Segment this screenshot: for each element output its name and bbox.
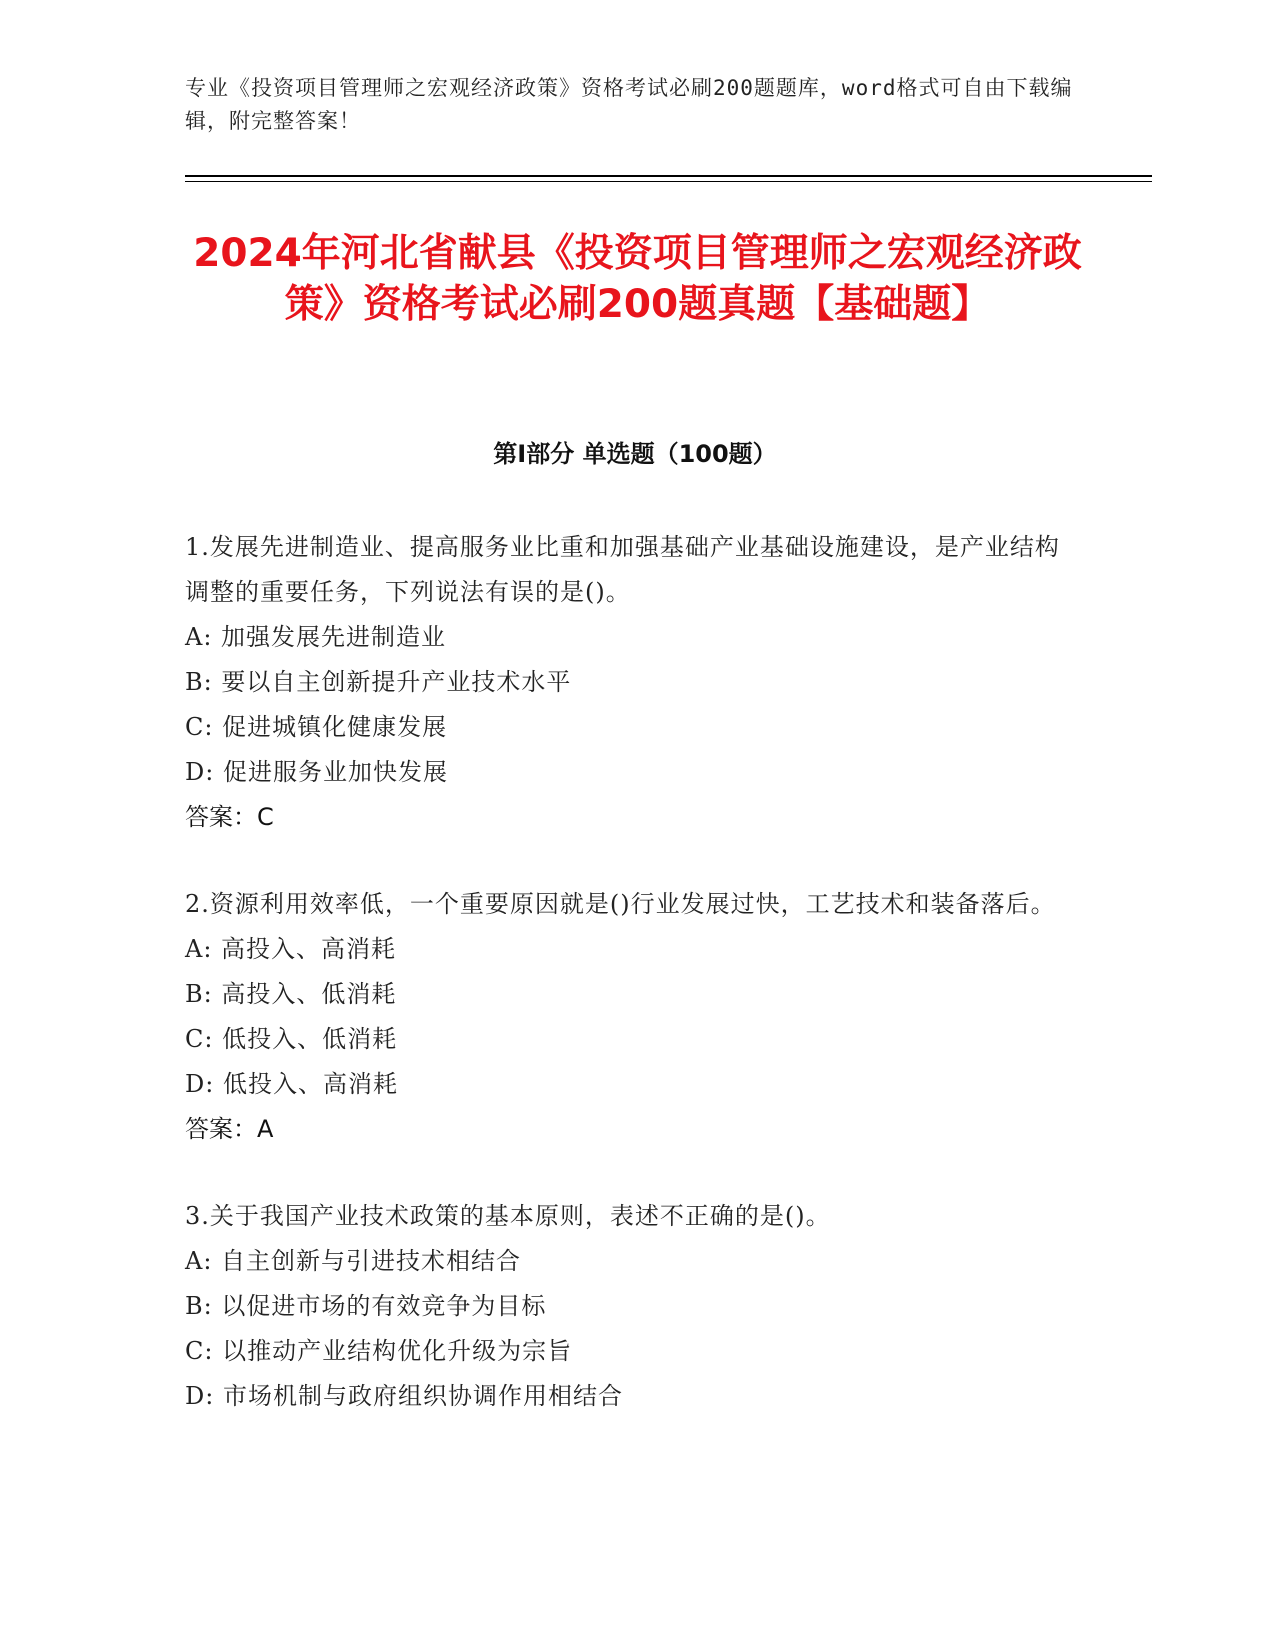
option-a: A: 加强发展先进制造业 — [185, 623, 447, 651]
option-b: B: 高投入、低消耗 — [185, 980, 397, 1008]
option-d: D: 市场机制与政府组织协调作用相结合 — [185, 1382, 623, 1410]
question-stem: 1.发展先进制造业、提高服务业比重和加强基础产业基础设施建设，是产业结构调整的重要任务，下列说法有误的是()。 — [185, 533, 1060, 606]
option-c: C: 以推动产业结构优化升级为宗旨 — [185, 1337, 573, 1365]
question-item — [185, 1194, 1075, 1419]
option-b: B: 要以自主创新提升产业技术水平 — [185, 668, 572, 696]
document-title: 2024年河北省献县《投资项目管理师之宏观经济政策》资格考试必刷200题真题【基础题】 — [193, 231, 1082, 327]
header-divider-thin — [185, 181, 1152, 182]
answer-line: 答案：C — [185, 803, 274, 831]
option-a: A: 高投入、高消耗 — [185, 935, 397, 963]
question-item — [185, 525, 1075, 840]
question-stem: 2.资源利用效率低，一个重要原因就是()行业发展过快，工艺技术和装备落后。 — [185, 890, 1056, 918]
option-d: D: 促进服务业加快发展 — [185, 758, 448, 786]
option-c: C: 低投入、低消耗 — [185, 1025, 398, 1053]
question-list — [185, 525, 1075, 1461]
option-b: B: 以促进市场的有效竞争为目标 — [185, 1292, 547, 1320]
question-item — [185, 882, 1075, 1152]
section-heading: 第I部分 单选题（100题） — [493, 440, 777, 468]
option-a: A: 自主创新与引进技术相结合 — [185, 1247, 522, 1275]
question-stem: 3.关于我国产业技术政策的基本原则，表述不正确的是()。 — [185, 1202, 831, 1230]
option-d: D: 低投入、高消耗 — [185, 1070, 398, 1098]
option-c: C: 促进城镇化健康发展 — [185, 713, 448, 741]
header-note: 专业《投资项目管理师之宏观经济政策》资格考试必刷200题题库，word格式可自由下载编辑，附完整答案！ — [185, 76, 1073, 133]
answer-line: 答案：A — [185, 1115, 274, 1143]
header-divider-thick — [185, 175, 1152, 177]
